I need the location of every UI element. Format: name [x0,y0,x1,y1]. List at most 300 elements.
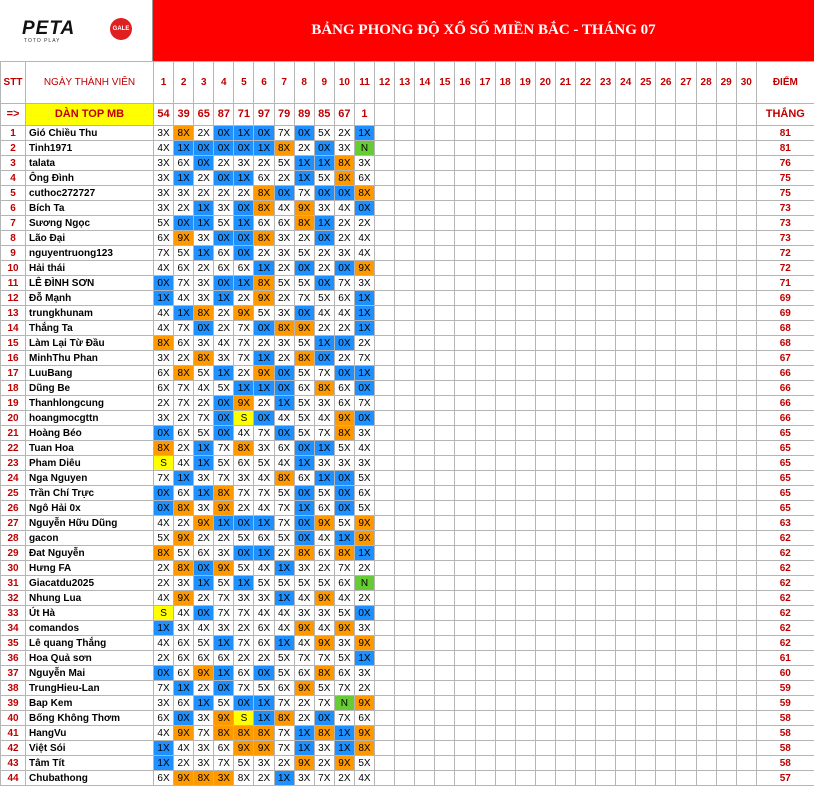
member-points: 69 [756,291,814,306]
empty-cell [716,321,736,336]
member-points: 72 [756,261,814,276]
empty-cell [716,291,736,306]
empty-cell [555,291,575,306]
result-cell: 2X [154,576,174,591]
empty-cell [455,351,475,366]
result-cell: 7X [334,711,354,726]
row-number: 21 [1,426,26,441]
empty-cell [736,381,756,396]
empty-cell [696,561,716,576]
result-cell: 2X [354,681,374,696]
empty-cell [676,156,696,171]
empty-cell [716,216,736,231]
result-cell: 6X [174,486,194,501]
result-cell: 5X [274,486,294,501]
result-cell: 5X [334,606,354,621]
empty-cell [375,426,395,441]
result-cell: 7X [174,381,194,396]
result-cell: N [334,696,354,711]
result-cell: 9X [334,756,354,771]
result-cell: 1X [254,381,274,396]
result-cell: 3X [334,456,354,471]
empty-cell [475,104,495,126]
result-cell: 2X [254,771,274,786]
result-cell: 9X [214,501,234,516]
empty-cell [636,291,656,306]
empty-cell [455,366,475,381]
empty-cell [716,336,736,351]
empty-cell [455,441,475,456]
result-cell: 7X [234,681,254,696]
empty-cell [616,216,636,231]
empty-cell [435,104,455,126]
empty-cell [375,561,395,576]
empty-cell [555,471,575,486]
result-cell: 3X [194,291,214,306]
empty-cell [596,726,616,741]
empty-cell [736,771,756,786]
result-cell: 9X [334,411,354,426]
result-cell: 4X [314,306,334,321]
result-cell: 9X [314,636,334,651]
empty-cell [395,501,415,516]
row-number: 31 [1,576,26,591]
empty-cell [535,741,555,756]
result-cell: 7X [314,771,334,786]
member-name: hoangmocgttn [26,411,154,426]
result-cell: 9X [254,291,274,306]
empty-cell [495,186,515,201]
table-row [1,246,814,261]
empty-cell [596,576,616,591]
result-cell: 0X [154,276,174,291]
empty-cell [475,441,495,456]
empty-cell [495,501,515,516]
result-cell: 9X [334,621,354,636]
empty-cell [415,441,435,456]
result-cell: 0X [354,606,374,621]
empty-cell [716,471,736,486]
result-cell: 4X [274,606,294,621]
result-cell: 2X [314,246,334,261]
table-row [1,636,814,651]
result-cell: 6X [234,456,254,471]
result-cell: 1X [274,591,294,606]
result-cell: 1X [174,141,194,156]
result-cell: 3X [354,276,374,291]
empty-cell [415,141,435,156]
member-points: 67 [756,351,814,366]
empty-cell [395,351,415,366]
empty-cell [435,141,455,156]
empty-cell [575,351,595,366]
empty-cell [636,666,656,681]
empty-cell [656,396,676,411]
empty-cell [656,771,676,786]
empty-cell [435,351,455,366]
empty-cell [455,291,475,306]
empty-cell [596,126,616,141]
result-cell: 4X [254,606,274,621]
empty-cell [696,456,716,471]
table-row [1,531,814,546]
result-cell: 2X [174,351,194,366]
empty-cell [616,756,636,771]
empty-cell [515,381,535,396]
member-name: Hoàng Béo [26,426,154,441]
empty-cell [375,621,395,636]
empty-cell [435,306,455,321]
empty-cell [656,171,676,186]
empty-cell [616,246,636,261]
empty-cell [696,351,716,366]
day-header: 11 [354,62,374,104]
member-name: Trần Chí Trực [26,486,154,501]
empty-cell [395,261,415,276]
result-cell: 2X [314,261,334,276]
empty-cell [555,666,575,681]
result-cell: 0X [274,381,294,396]
result-cell: 8X [354,741,374,756]
result-cell: 7X [294,291,314,306]
empty-cell [656,726,676,741]
result-cell: 1X [294,156,314,171]
empty-cell [435,246,455,261]
empty-cell [475,666,495,681]
empty-cell [455,666,475,681]
empty-cell [415,486,435,501]
empty-cell [596,741,616,756]
result-cell: 4X [234,426,254,441]
result-cell: 7X [334,561,354,576]
empty-cell [736,441,756,456]
result-cell: 3X [254,441,274,456]
empty-cell [495,104,515,126]
result-cell: 3X [154,126,174,141]
result-cell: 6X [294,471,314,486]
empty-cell [495,201,515,216]
result-cell: 1X [214,291,234,306]
result-cell: 0X [154,666,174,681]
empty-cell [535,696,555,711]
result-cell: 2X [274,291,294,306]
empty-cell [636,306,656,321]
result-cell: 9X [354,636,374,651]
empty-cell [575,516,595,531]
result-cell: 3X [154,201,174,216]
empty-cell [475,621,495,636]
empty-cell [515,756,535,771]
empty-cell [736,636,756,651]
result-cell: 7X [314,696,334,711]
result-cell: 1X [314,441,334,456]
empty-cell [696,576,716,591]
empty-cell [696,366,716,381]
result-cell: 1X [194,696,214,711]
empty-cell [455,156,475,171]
empty-cell [696,104,716,126]
empty-cell [535,681,555,696]
empty-cell [656,501,676,516]
empty-cell [555,171,575,186]
empty-cell [596,516,616,531]
empty-cell [736,561,756,576]
result-cell: 7X [234,351,254,366]
empty-cell [616,681,636,696]
empty-cell [636,186,656,201]
empty-cell [415,171,435,186]
empty-cell [555,516,575,531]
member-points: 62 [756,591,814,606]
empty-cell [596,771,616,786]
empty-cell [395,636,415,651]
empty-cell [455,501,475,516]
empty-cell [696,696,716,711]
empty-cell [575,486,595,501]
result-cell: 5X [294,276,314,291]
table-row [1,351,814,366]
empty-cell [495,156,515,171]
result-cell: 6X [154,381,174,396]
empty-cell [375,666,395,681]
empty-cell [636,321,656,336]
empty-cell [696,171,716,186]
empty-cell [656,141,676,156]
empty-cell [515,156,535,171]
result-cell: 2X [274,261,294,276]
empty-cell [435,231,455,246]
member-points: 65 [756,501,814,516]
empty-cell [676,471,696,486]
member-points: 68 [756,336,814,351]
empty-cell [515,651,535,666]
result-cell: 5X [214,696,234,711]
empty-cell [375,711,395,726]
empty-cell [495,336,515,351]
result-cell: 3X [234,591,254,606]
empty-cell [636,531,656,546]
result-cell: 2X [194,531,214,546]
member-name: Bích Ta [26,201,154,216]
empty-cell [616,501,636,516]
empty-cell [676,201,696,216]
empty-cell [696,711,716,726]
result-cell: 6X [234,261,254,276]
empty-cell [656,104,676,126]
empty-cell [716,771,736,786]
empty-cell [435,651,455,666]
table-row [1,366,814,381]
empty-cell [636,126,656,141]
empty-cell [555,621,575,636]
empty-cell [616,471,636,486]
empty-cell [435,381,455,396]
empty-cell [696,531,716,546]
empty-cell [555,636,575,651]
empty-cell [656,666,676,681]
result-cell: 6X [334,576,354,591]
empty-cell [676,351,696,366]
empty-cell [535,501,555,516]
empty-cell [495,651,515,666]
result-cell: 7X [314,651,334,666]
empty-cell [455,651,475,666]
empty-cell [736,606,756,621]
member-points: 63 [756,516,814,531]
empty-cell [495,366,515,381]
empty-cell [395,756,415,771]
result-cell: 7X [234,486,254,501]
empty-cell [375,471,395,486]
empty-cell [395,186,415,201]
empty-cell [736,186,756,201]
row-number: 26 [1,501,26,516]
empty-cell [495,126,515,141]
result-cell: 3X [334,636,354,651]
empty-cell [575,291,595,306]
empty-cell [475,681,495,696]
empty-cell [555,771,575,786]
empty-cell [656,186,676,201]
empty-cell [636,621,656,636]
empty-cell [375,501,395,516]
empty-cell [716,501,736,516]
result-cell: 4X [354,231,374,246]
row-number: 13 [1,306,26,321]
result-cell: 0X [314,231,334,246]
empty-cell [535,141,555,156]
result-cell: 3X [314,201,334,216]
empty-cell [415,396,435,411]
day-header: 27 [676,62,696,104]
result-cell: 3X [214,351,234,366]
member-points: 73 [756,216,814,231]
result-cell: 1X [214,666,234,681]
empty-cell [515,696,535,711]
empty-cell [535,621,555,636]
table-row [1,306,814,321]
result-cell: 5X [254,681,274,696]
empty-cell [736,336,756,351]
empty-cell [575,186,595,201]
result-cell: 1X [354,306,374,321]
result-cell: 9X [174,231,194,246]
result-cell: 2X [174,411,194,426]
empty-cell [495,771,515,786]
day-header: 28 [696,62,716,104]
empty-cell [395,441,415,456]
empty-cell [616,621,636,636]
row-number: 12 [1,291,26,306]
result-cell: 9X [354,726,374,741]
result-cell: 5X [334,651,354,666]
empty-cell [375,276,395,291]
empty-cell [616,591,636,606]
empty-cell [575,441,595,456]
result-cell: 3X [274,246,294,261]
member-points: 65 [756,471,814,486]
member-points: 59 [756,681,814,696]
empty-cell [515,246,535,261]
empty-cell [435,126,455,141]
empty-cell [596,531,616,546]
empty-cell [395,531,415,546]
empty-cell [616,531,636,546]
result-cell: 7X [274,741,294,756]
empty-cell [696,216,716,231]
table-row [1,681,814,696]
member-name: Việt Sói [26,741,154,756]
member-points: 75 [756,171,814,186]
empty-cell [575,306,595,321]
member-points: 59 [756,696,814,711]
result-cell: 6X [274,681,294,696]
empty-cell [515,321,535,336]
empty-cell [636,411,656,426]
empty-cell [475,606,495,621]
result-cell: 0X [274,426,294,441]
empty-cell [636,576,656,591]
empty-cell [575,381,595,396]
table-row [1,486,814,501]
row-number: 40 [1,711,26,726]
result-cell: 1X [314,336,334,351]
day-header: 21 [555,62,575,104]
result-cell: 2X [174,441,194,456]
result-cell: 6X [174,426,194,441]
empty-cell [596,276,616,291]
table-row [1,396,814,411]
empty-cell [676,636,696,651]
result-cell: 2X [234,621,254,636]
empty-cell [596,336,616,351]
result-cell: 8X [254,201,274,216]
member-name: Ông Đình [26,171,154,186]
empty-cell [736,471,756,486]
empty-cell [435,171,455,186]
member-points: 65 [756,441,814,456]
result-cell: 9X [294,621,314,636]
empty-cell [616,441,636,456]
empty-cell [716,591,736,606]
empty-cell [515,126,535,141]
result-cell: 0X [214,681,234,696]
empty-cell [596,651,616,666]
result-cell: 0X [294,306,314,321]
empty-cell [515,411,535,426]
empty-cell [736,321,756,336]
empty-cell [535,396,555,411]
result-cell: 2X [254,156,274,171]
empty-cell [676,126,696,141]
row-number: 2 [1,141,26,156]
empty-cell [656,216,676,231]
empty-cell [555,156,575,171]
result-cell: 9X [294,756,314,771]
empty-cell [736,681,756,696]
empty-cell [415,606,435,621]
result-cell: 7X [214,591,234,606]
result-cell: 4X [154,306,174,321]
empty-cell [535,576,555,591]
result-cell: S [154,606,174,621]
result-cell: 4X [154,141,174,156]
empty-cell [395,171,415,186]
result-cell: 2X [194,171,214,186]
table-row [1,201,814,216]
empty-cell [636,381,656,396]
empty-cell [575,321,595,336]
